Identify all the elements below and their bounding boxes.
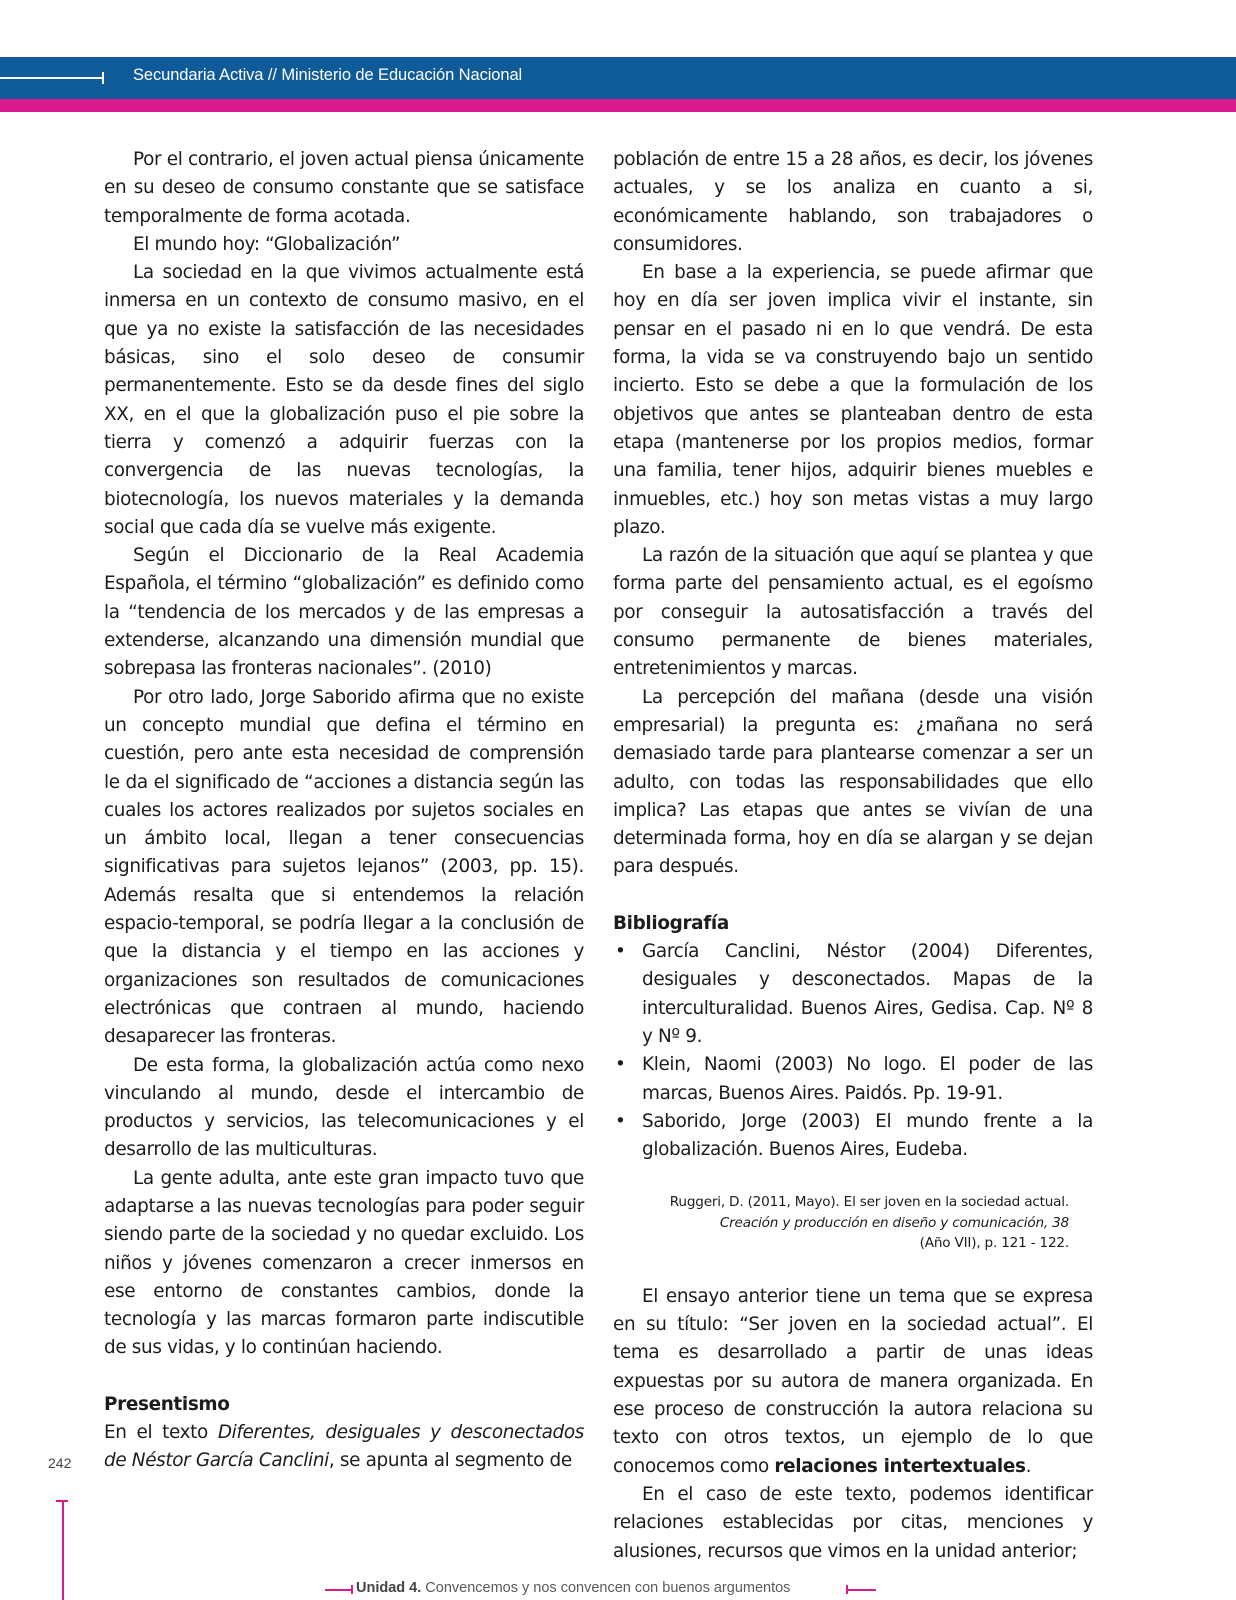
header-rule xyxy=(0,77,104,79)
header-rule-tick xyxy=(102,72,104,84)
footer-rule-tick-left xyxy=(351,1585,353,1594)
citation-line-italic: Creación y producción en diseño y comunicación, 38 xyxy=(719,1214,1069,1231)
footer-unit-title xyxy=(356,1580,790,1596)
header-title: Secundaria Activa // Ministerio de Educación Nacional xyxy=(133,66,523,84)
footer-unit-text: Convencemos y nos convencen con buenos argumentos xyxy=(421,1580,791,1596)
left-column xyxy=(104,146,584,1476)
source-citation xyxy=(613,1192,1069,1254)
paragraph: De esta forma, la globalización actúa como nexo vinculando al mundo, desde el intercambio de productos y servicios, las telecomunicaciones y el desarrollo de las multiculturas. xyxy=(104,1054,584,1161)
paragraph: La sociedad en la que vivimos actualmente está inmersa en un contexto de consumo masivo, en el que ya no existe la satisfacción de las necesidades básicas, sino el solo deseo de consumir permanentemente. Esto se da desde fines del siglo XX, en el que la globalización puso el pie sobre la tierra y comenzó a adquirir fuerzas con la convergencia de las nuevas tecnologías, la biotecnología, los nuevos materiales y la demanda social que cada día se vuelve más exigente. xyxy=(104,262,584,538)
section-heading-presentismo: Presentismo xyxy=(104,1393,230,1415)
paragraph: Por otro lado, Jorge Saborido afirma que no existe un concepto mundial que defina el término en cuestión, pero ante esta necesidad de comprensión le da el significado de “acciones a distancia según las cuales los actores realizados por sujetos sociales en un ámbito local, llegan a tener consecuencias significativas para sujetos lejanos” (2003, pp. 15). Además resalta que si entendemos la relación espacio-temporal, se podría llegar a la conclusión de que la distancia y el tiempo en las acciones y organizaciones son resultados de comunicaciones electrónicas que contraen al mundo, haciendo desaparecer las fronteras. xyxy=(104,686,584,1048)
paragraph: La razón de la situación que aquí se plantea y que forma parte del pensamiento actual, es el egoísmo por conseguir la autosatisfacción a través del consumo permanente de bienes materiales, entretenimientos y marcas. xyxy=(613,545,1093,680)
bibliography-heading: Bibliografía xyxy=(613,912,729,934)
paragraph-text: El ensayo anterior tiene un tema que se expresa en su título: “Ser joven en la sociedad actual”. El tema es desarrollado a partir de unas ideas expuestas por su autora de manera organizada. En ese proceso de construcción la autora relaciona su texto con otros textos, un ejemplo de lo que conocemos como xyxy=(613,1285,1093,1477)
bibliography-item: • Klein, Naomi (2003) No logo. El poder de las marcas, Buenos Aires. Paidós. Pp. 19-91. xyxy=(613,1051,1093,1108)
paragraph: En el caso de este texto, podemos identificar relaciones establecidas por citas, menciones y alusiones, recursos que vimos en la unidad anterior; xyxy=(613,1483,1093,1562)
footer-rule-left xyxy=(325,1589,353,1591)
citation-line: (Año VII), p. 121 - 122. xyxy=(919,1235,1069,1252)
bibliography-list xyxy=(613,938,1093,1164)
book-title-italic: Diferentes, desiguales y desconectados de Néstor García Canclini xyxy=(104,1422,584,1472)
paragraph: Por el contrario, el joven actual piensa únicamente en su deseo de consumo constante que se satisface temporalmente de forma acotada. xyxy=(104,149,584,227)
paragraph-text: En el texto xyxy=(104,1422,218,1444)
citation-line: Ruggeri, D. (2011, Mayo). El ser joven en la sociedad actual. xyxy=(669,1194,1069,1211)
bibliography-item: • Saborido, Jorge (2003) El mundo frente a la globalización. Buenos Aires, Eudeba. xyxy=(613,1108,1093,1165)
paragraph-text: , se apunta al segmento de xyxy=(328,1450,572,1472)
paragraph: La percepción del mañana (desde una visión empresarial) la pregunta es: ¿mañana no será demasiado tarde para plantearse comenzar a ser un adulto, con todas las responsabilidades que ello implica? Las etapas que antes se vivían de una determinada forma, hoy en día se alargan y se dejan para después. xyxy=(613,686,1093,878)
paragraph xyxy=(104,1419,584,1476)
page-number: 242 xyxy=(48,1455,72,1471)
paragraph xyxy=(613,1283,1093,1481)
paragraph: En base a la experiencia, se puede afirmar que hoy en día ser joven implica vivir el instante, sin pensar en el pasado ni en lo que vendrá. De esta forma, la vida se va construyendo bajo un sentido incierto. Esto se debe a que la formulación de los objetivos que antes se planteaban dentro de esta etapa (mantenerse por los propios medios, formar una familia, tener hijos, adquirir bienes muebles e inmuebles, etc.) hoy son metas vistas a muy largo plazo. xyxy=(613,262,1093,538)
paragraph: La gente adulta, ante este gran impacto tuvo que adaptarse a las nuevas tecnologías para poder seguir siendo parte de la sociedad y no quedar excluido. Los niños y jóvenes comenzaron a crecer inmersos en ese entorno de constantes cambios, donde la tecnología y las marcas formaron parte indiscutible de sus vidas, y lo continúan haciendo. xyxy=(104,1167,584,1359)
footer-rule-right xyxy=(846,1589,876,1591)
bibliography-item: • García Canclini, Néstor (2004) Diferentes, desiguales y desconectados. Mapas de la interculturalidad. Buenos Aires, Gedisa. Cap. Nº 8 y Nº 9. xyxy=(613,938,1093,1051)
margin-rule-tick xyxy=(56,1500,68,1502)
margin-rule xyxy=(62,1500,64,1600)
footer-rule-tick-right xyxy=(846,1585,848,1594)
header-accent-stripe xyxy=(0,99,1236,112)
right-column xyxy=(613,146,1093,1566)
section-subtitle: El mundo hoy: “Globalización” xyxy=(133,233,401,255)
footer-unit-label: Unidad 4. xyxy=(356,1580,422,1596)
key-term-bold: relaciones intertextuales xyxy=(774,1455,1026,1477)
paragraph: Según el Diccionario de la Real Academia Española, el término “globalización” es definido como la “tendencia de los mercados y de las empresas a extenderse, alcanzando una dimensión mundial que sobrepasa las fronteras nacionales”. (2010) xyxy=(104,545,584,680)
paragraph: población de entre 15 a 28 años, es decir, los jóvenes actuales, y se los analiza en cuanto a si, económicamente hablando, son trabajadores o consumidores. xyxy=(613,149,1093,255)
paragraph-text: . xyxy=(1025,1455,1032,1477)
